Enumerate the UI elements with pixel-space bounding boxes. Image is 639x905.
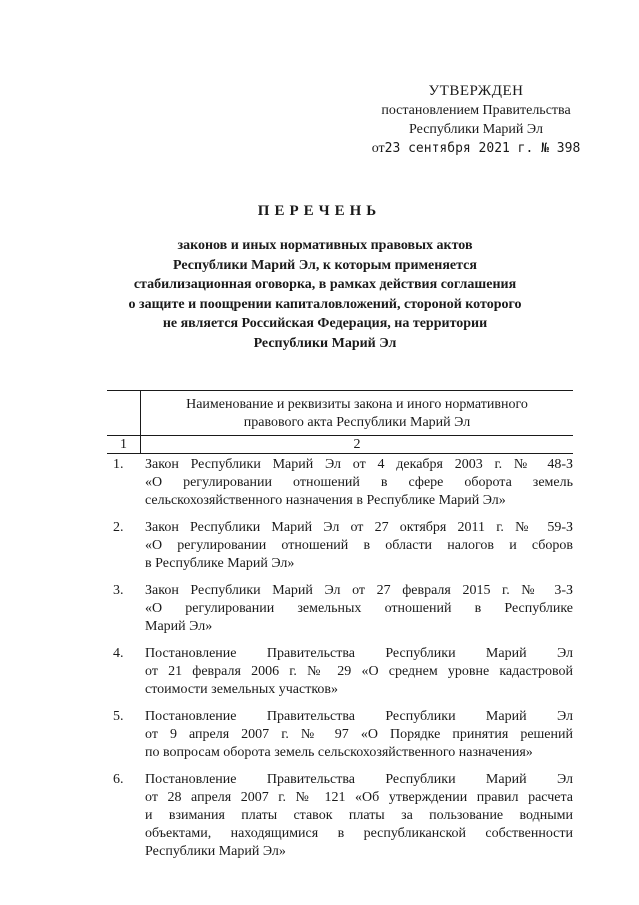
list-item-line: от 9 апреля 2007 г. № 97 «О Порядке принятия решений [145,727,573,742]
list-item-text [145,771,573,861]
list-item [107,519,573,573]
document-title: ПЕРЕЧЕНЬ [257,203,382,219]
table-header-line: правового акта Республики Марий Эл [243,415,471,430]
list-item-line: от 28 апреля 2007 г. № 121 «Об утверждении правил расчета [145,790,573,805]
list-item-line: Закон Республики Марий Эл от 4 декабря 2003 г. № 48-З [145,457,573,472]
list-item-number: 6. [113,772,124,787]
table-header-line: Наименование и реквизиты закона и иного нормативного [186,397,528,412]
list-item [107,456,573,510]
list-item [107,771,573,861]
list-item-line: Закон Республики Марий Эл от 27 октября 2011 г. № 59-З [145,520,573,535]
list-item-line: в Республике Марий Эл» [145,556,295,571]
list-item-line: от 21 февраля 2006 г. № 29 «О среднем уровне кадастровой [145,664,573,679]
subtitle-line: о защите и поощрении капиталовложений, стороной которого [128,296,522,312]
list-items [107,456,573,870]
table-header-row [107,390,573,436]
list-item-line: по вопросам оборота земель сельскохозяйственного назначения» [145,745,533,760]
column-number-2: 2 [353,437,361,452]
approval-date-line [360,139,592,158]
list-item [107,582,573,636]
list-item-line: Постановление Правительства Республики Марий Эл [145,709,573,724]
list-item-line: Марий Эл» [145,619,213,634]
list-item-text [145,582,573,636]
list-item-line: Закон Республики Марий Эл от 27 февраля 2015 г. № 3-З [145,583,573,598]
subtitle-line: законов и иных нормативных правовых актов [177,238,473,253]
list-table-header [107,390,573,454]
list-item-line: «О регулировании земельных отношений в Республике [145,601,573,616]
list-item-line: и взимания платы ставок платы за пользование водными [145,808,573,823]
list-item-text [145,708,573,762]
table-column-numbers-row [107,436,573,454]
list-item-number: 4. [113,646,124,661]
list-item-number: 5. [113,709,124,724]
list-item [107,708,573,762]
list-item-line: «О регулировании отношений в области налогов и сборов [145,538,573,553]
list-item-line: стоимости земельных участков» [145,682,339,697]
list-item-number: 2. [113,520,124,535]
list-item-text [145,645,573,699]
subtitle-line: Республики Марий Эл [253,335,397,351]
list-item-line: Постановление Правительства Республики Марий Эл [145,772,573,787]
approval-line-2: Республики Марий Эл [409,122,543,137]
subtitle-line: не является Российская Федерация, на территории [162,316,488,331]
list-item-text [145,519,573,573]
table-header-number-cell [107,391,141,435]
list-item-number: 1. [113,457,124,472]
list-item-line: сельскохозяйственного назначения в Республике Марий Эл» [145,493,506,508]
column-number-1: 1 [107,436,141,453]
approval-line-1: постановлением Правительства [381,103,571,118]
document-subtitle [110,236,540,353]
subtitle-line: Республики Марий Эл, к которым применяется [173,257,477,273]
list-item-line: Постановление Правительства Республики Марий Эл [145,646,573,661]
approval-date-value: 23 сентября 2021 г. № 398 [384,141,581,156]
list-item-line: объектами, находящимися в республиканской собственности [145,826,573,841]
list-item [107,645,573,699]
list-item-line: «О регулировании отношений в сфере оборота земель [145,475,573,490]
list-item-line: Республики Марий Эл» [145,844,286,859]
subtitle-line: стабилизационная оговорка, в рамках действия соглашения [133,277,517,292]
approval-stamp: УТВЕРЖДЕН [428,83,524,99]
list-item-number: 3. [113,583,124,598]
list-item-text [145,456,573,510]
table-header-name-cell [141,391,573,435]
approval-block [360,82,592,158]
approval-date-prefix: от [371,141,385,156]
